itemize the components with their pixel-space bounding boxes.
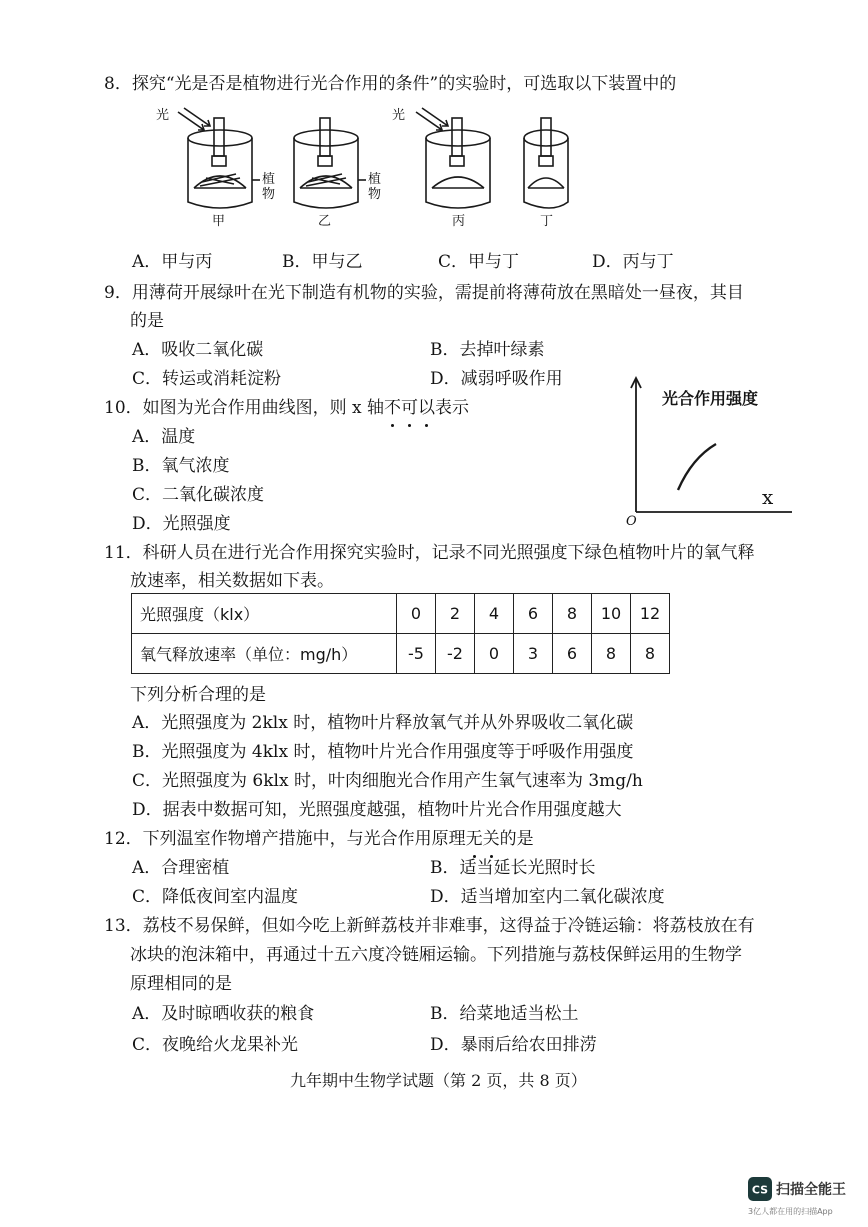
q11-data-table	[131, 593, 670, 674]
table-cell: 6	[553, 634, 592, 674]
q9-option-c: C．转运或消耗淀粉	[132, 369, 282, 389]
table-cell: 0	[475, 634, 514, 674]
table-cell: -5	[397, 634, 436, 674]
page-footer: 九年期中生物学试题（第 2 页，共 8 页）	[290, 1071, 587, 1090]
q13-option-b: B．给菜地适当松土	[430, 1004, 579, 1024]
q8-option-d: D．丙与丁	[592, 252, 674, 272]
table-cell: 8	[631, 634, 670, 674]
table-cell: 10	[592, 594, 631, 634]
q8-option-a: A．甲与丙	[132, 252, 213, 272]
light-label-1: 光	[156, 108, 170, 123]
q12-stem-post: 的是	[499, 829, 534, 849]
q11-option-b: B．光照强度为 4klx 时，植物叶片光合作用强度等于呼吸作用强度	[132, 742, 634, 762]
q10-stem-pre: 10．如图为光合作用曲线图，则 x 轴	[104, 398, 385, 418]
fig-label-bing: 丙	[452, 214, 466, 229]
plant-label-1: 植物	[262, 172, 276, 202]
q8-option-c: C．甲与丁	[438, 252, 520, 272]
q9-stem: 9．用薄荷开展绿叶在光下制造有机物的实验，需提前将薄荷放在黑暗处一昼夜，其目	[104, 283, 744, 303]
q13-stem-cont2: 原理相同的是	[130, 974, 232, 994]
q9-option-b: B．去掉叶绿素	[430, 340, 545, 360]
q13-stem: 13．荔枝不易保鲜，但如今吃上新鲜荔枝并非难事，这得益于冷链运输：将荔枝放在有	[104, 916, 755, 936]
q13-option-d: D．暴雨后给农田排涝	[430, 1035, 597, 1055]
q12-stem-pre: 12．下列温室作物增产措施中，与光合作用原理	[104, 829, 466, 849]
emphasis-char: 不	[384, 398, 402, 418]
q9-option-d: D．减弱呼吸作用	[430, 369, 563, 389]
scanner-logo-text: CS	[751, 1183, 769, 1197]
fig-label-ding: 丁	[540, 214, 554, 229]
q11-option-c: C．光照强度为 6klx 时，叶肉细胞光合作用产生氧气速率为 3mg/h	[132, 771, 643, 791]
q10-stem	[104, 396, 469, 420]
q10-option-c: C．二氧化碳浓度	[132, 485, 265, 505]
apparatus-bing	[426, 118, 490, 208]
light-label-2: 光	[392, 108, 406, 123]
q9-option-a: A．吸收二氧化碳	[132, 340, 264, 360]
table-cell: 4	[475, 594, 514, 634]
table-cell: 氧气释放速率（单位：mg/h）	[132, 634, 397, 674]
table-cell: 0	[397, 594, 436, 634]
emphasis-char: 以	[418, 398, 436, 418]
scanner-logo-icon	[748, 1177, 772, 1201]
scanner-app-name: 扫描全能王	[776, 1182, 846, 1198]
table-cell: 2	[436, 594, 475, 634]
emphasis-char: 可	[401, 398, 419, 418]
q11-option-a: A．光照强度为 2klx 时，植物叶片释放氧气并从外界吸收二氧化碳	[132, 713, 634, 733]
plant-label-2: 植物	[368, 172, 382, 202]
q12-option-a: A．合理密植	[132, 858, 230, 878]
table-cell: 8	[553, 594, 592, 634]
graph-x-label: x	[762, 485, 774, 509]
table-cell: 光照强度（klx）	[132, 594, 397, 634]
q9-stem-cont: 的是	[130, 311, 164, 331]
fig-label-jia: 甲	[212, 214, 226, 229]
q12-option-b: B．适当延长光照时长	[430, 858, 596, 878]
table-cell: 3	[514, 634, 553, 674]
scanner-app-tagline: 3亿人都在用的扫描App	[748, 1207, 833, 1216]
table-row	[132, 594, 670, 634]
curve	[678, 444, 716, 490]
apparatus-jia	[188, 118, 252, 208]
q10-option-b: B．氧气浓度	[132, 456, 230, 476]
table-cell: -2	[436, 634, 475, 674]
q12-option-d: D．适当增加室内二氧化碳浓度	[430, 887, 665, 907]
q10-option-a: A．温度	[132, 427, 196, 447]
table-cell: 12	[631, 594, 670, 634]
q12-stem	[104, 827, 534, 851]
graph-origin: O	[626, 514, 637, 529]
table-cell: 8	[592, 634, 631, 674]
q11-lead: 下列分析合理的是	[130, 685, 266, 705]
q10-stem-post: 表示	[435, 398, 470, 418]
table-row	[132, 634, 670, 674]
emphasis-char: 关	[482, 829, 500, 849]
q8-stem: 8．探究“光是否是植物进行光合作用的条件”的实验时，可选取以下装置中的	[104, 74, 677, 94]
q10-option-d: D．光照强度	[132, 514, 231, 534]
table-cell: 6	[514, 594, 553, 634]
q11-option-d: D．据表中数据可知，光照强度越强，植物叶片光合作用强度越大	[132, 800, 622, 820]
q11-stem-cont: 放速率，相关数据如下表。	[130, 571, 334, 591]
q8-option-b: B．甲与乙	[282, 252, 363, 272]
apparatus-ding	[524, 118, 568, 208]
graph-y-label: 光合作用强度	[662, 389, 759, 408]
q13-option-a: A．及时晾晒收获的粮食	[132, 1004, 315, 1024]
q12-option-c: C．降低夜间室内温度	[132, 887, 299, 907]
q13-option-c: C．夜晚给火龙果补光	[132, 1035, 299, 1055]
apparatus-yi	[294, 118, 358, 208]
fig-label-yi: 乙	[318, 214, 332, 229]
q11-stem: 11．科研人员在进行光合作用探究实验时，记录不同光照强度下绿色植物叶片的氧气释	[104, 543, 755, 563]
q13-stem-cont1: 冰块的泡沫箱中，再通过十五六度冷链厢运输。下列措施与荔枝保鲜运用的生物学	[130, 945, 742, 965]
emphasis-char: 无	[465, 829, 483, 849]
